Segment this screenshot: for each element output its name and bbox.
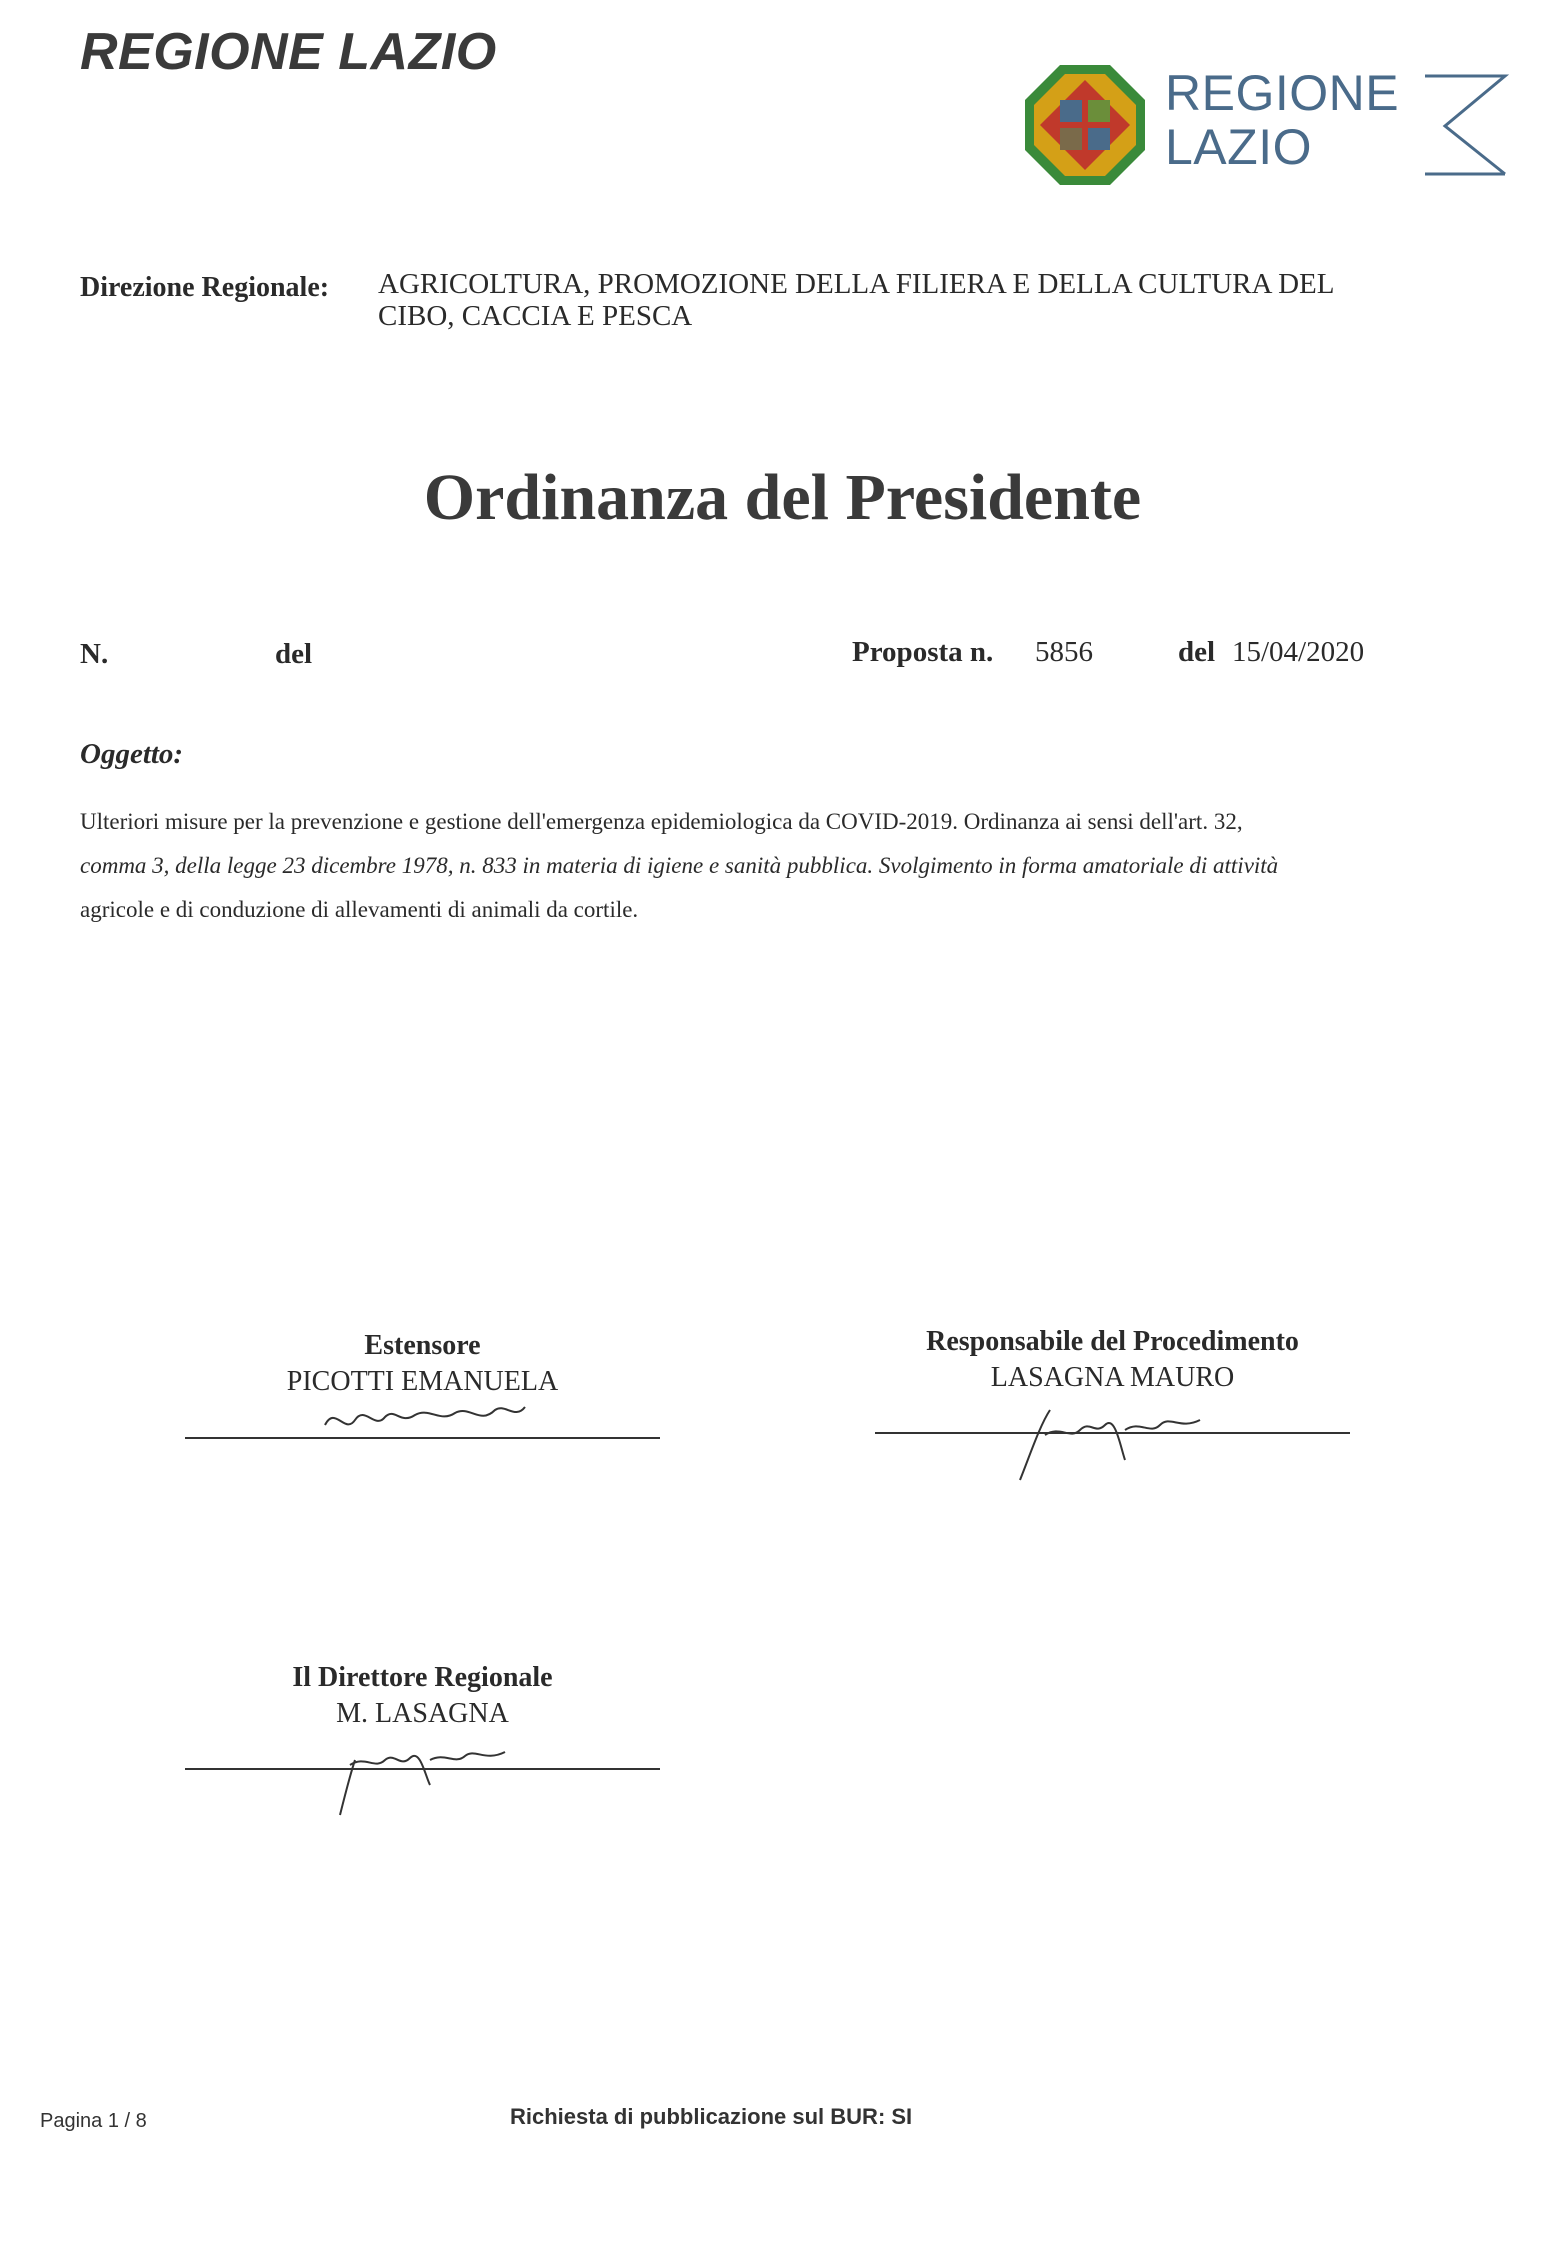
regione-lazio-logo xyxy=(1020,60,1510,190)
number-del-label: del xyxy=(275,638,313,670)
estensore-block xyxy=(185,1330,660,1398)
direzione-value-line1: AGRICOLTURA, PROMOZIONE DELLA FILIERA E DELLA CULTURA DEL xyxy=(378,268,1335,300)
footer-page-number: Pagina 1 / 8 xyxy=(40,2110,147,2132)
proposta-value: 5856 xyxy=(1035,636,1093,668)
direttore-name: M. LASAGNA xyxy=(336,1698,509,1729)
proposta-date: 15/04/2020 xyxy=(1232,636,1365,668)
estensore-signature-line xyxy=(185,1437,660,1439)
proposta-label: Proposta n. xyxy=(852,636,994,668)
oggetto-label: Oggetto: xyxy=(80,738,184,770)
direttore-signature-icon xyxy=(330,1730,510,1820)
regione-emblem-icon xyxy=(1020,60,1150,190)
direttore-signature-line xyxy=(185,1768,660,1770)
proposta-del-label: del xyxy=(1178,636,1216,668)
logo-arrow-icon xyxy=(1425,68,1510,178)
logo-line1: REGIONE xyxy=(1165,65,1400,121)
direzione-value-line2: CIBO, CACCIA E PESCA xyxy=(378,300,693,332)
number-label: N. xyxy=(80,638,109,670)
responsabile-name: LASAGNA MAURO xyxy=(990,1362,1235,1393)
oggetto-text xyxy=(80,800,1450,932)
oggetto-line3: agricole e di conduzione di allevamenti di animali da cortile. xyxy=(80,897,639,922)
logo-line2: LAZIO xyxy=(1165,119,1312,175)
responsabile-role: Responsabile del Procedimento xyxy=(926,1326,1299,1357)
estensore-role: Estensore xyxy=(364,1330,481,1361)
document-title: Ordinanza del Presidente xyxy=(423,461,1142,534)
direttore-role: Il Direttore Regionale xyxy=(292,1662,553,1693)
responsabile-signature-line xyxy=(875,1432,1350,1434)
direzione-label: Direzione Regionale: xyxy=(80,272,330,303)
estensore-name: PICOTTI EMANUELA xyxy=(286,1366,559,1397)
header-title: REGIONE LAZIO xyxy=(80,23,497,81)
responsabile-signature-icon xyxy=(1010,1395,1210,1485)
direzione-value xyxy=(378,268,1458,332)
direttore-block xyxy=(185,1662,660,1730)
oggetto-line1: Ulteriori misure per la prevenzione e gestione dell'emergenza epidemiologica da COVID-2019. Ordinanza ai sensi dell'art. 32, xyxy=(80,809,1243,834)
footer-bur-request: Richiesta di pubblicazione sul BUR: SI xyxy=(510,2104,913,2129)
oggetto-line2: comma 3, della legge 23 dicembre 1978, n. 833 in materia di igiene e sanità pubblica. Svolgimento in forma amatoriale di attività xyxy=(80,853,1279,878)
responsabile-block xyxy=(875,1326,1350,1394)
